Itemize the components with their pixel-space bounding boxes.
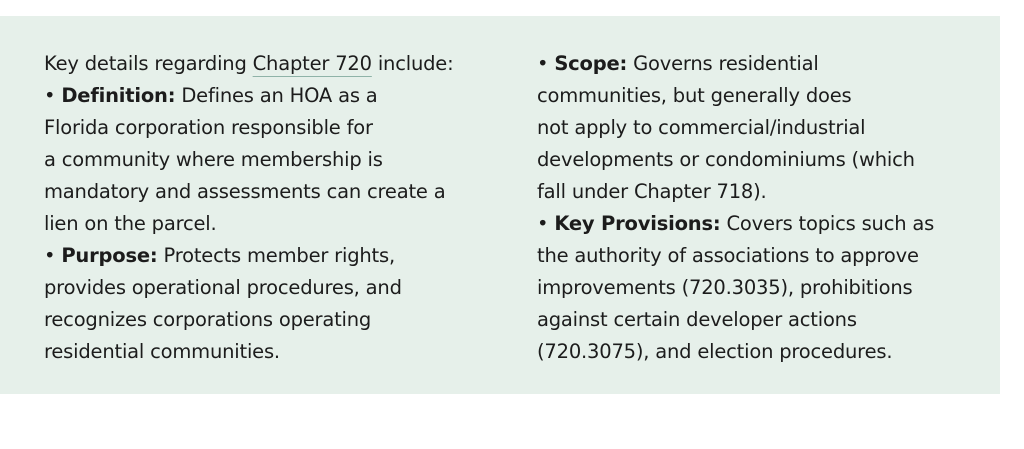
key-provisions-item <box>537 208 977 240</box>
info-panel <box>0 16 1000 394</box>
scope-text: fall under Chapter 718). <box>537 180 767 203</box>
left-column <box>44 48 504 368</box>
definition-label: Definition: <box>61 84 176 107</box>
chapter-720-link[interactable]: Chapter 720 <box>252 52 372 75</box>
key-provisions-text: Covers topics such as <box>720 212 935 235</box>
purpose-text: recognizes corporations operating <box>44 308 372 331</box>
purpose-text: provides operational procedures, and <box>44 276 402 299</box>
intro-suffix: include: <box>371 52 454 75</box>
purpose-item <box>44 240 504 272</box>
scope-label: Scope: <box>554 52 628 75</box>
key-provisions-text: improvements (720.3035), prohibitions <box>537 276 913 299</box>
bullet-icon: • <box>537 212 549 235</box>
definition-text: Florida corporation responsible for <box>44 116 373 139</box>
definition-text: Defines an HOA as a <box>175 84 378 107</box>
right-column <box>537 48 977 368</box>
bullet-icon: • <box>537 52 549 75</box>
key-provisions-text: the authority of associations to approve <box>537 244 919 267</box>
scope-text: Governs residential <box>627 52 819 75</box>
scope-text: developments or condominiums (which <box>537 148 915 171</box>
definition-item <box>44 80 504 112</box>
key-provisions-text: against certain developer actions <box>537 308 857 331</box>
intro-prefix: Key details regarding <box>44 52 253 75</box>
purpose-text: residential communities. <box>44 340 280 363</box>
key-provisions-label: Key Provisions: <box>554 212 721 235</box>
scope-text: communities, but generally does <box>537 84 852 107</box>
purpose-text: Protects member rights, <box>157 244 395 267</box>
definition-text: lien on the parcel. <box>44 212 217 235</box>
definition-text: mandatory and assessments can create a <box>44 180 446 203</box>
scope-item <box>537 48 977 80</box>
bullet-icon: • <box>44 84 56 107</box>
intro-line <box>44 48 504 80</box>
scope-text: not apply to commercial/industrial <box>537 116 866 139</box>
bullet-icon: • <box>44 244 56 267</box>
purpose-label: Purpose: <box>61 244 158 267</box>
definition-text: a community where membership is <box>44 148 383 171</box>
key-provisions-text: (720.3075), and election procedures. <box>537 340 893 363</box>
